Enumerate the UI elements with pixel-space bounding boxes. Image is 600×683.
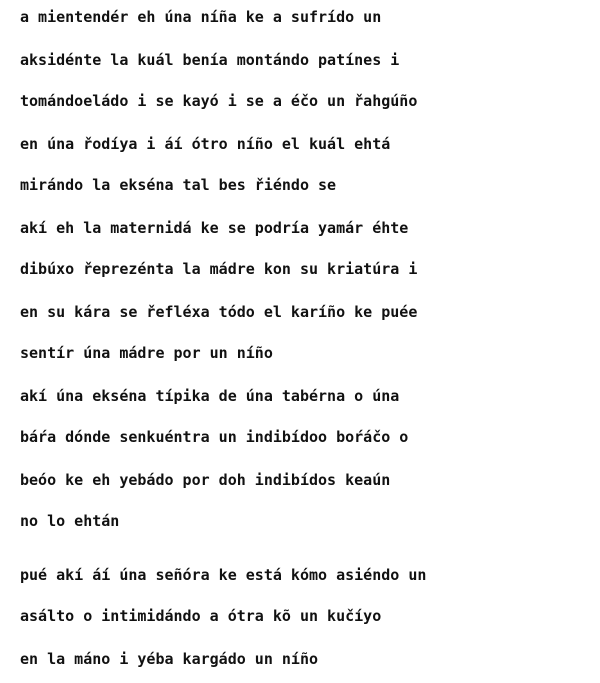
text-line: akí eh la maternidá ke se podría yamár éhte	[20, 219, 409, 237]
text-line: asálto o intimidándo a ótra kõ un kučíyo	[20, 607, 382, 625]
text-line: no lo ehtán	[20, 512, 120, 530]
text-line: en úna řodíya i áí ótro níño el kuál ehtá	[20, 135, 391, 153]
text-line: aksidénte la kuál benía montándo patínes i	[20, 51, 400, 69]
text-line: dibúxo řeprezénta la mádre kon su kriatúra i	[20, 260, 418, 278]
text-line: akí úna ekséna típika de úna tabérna o úna	[20, 387, 400, 405]
text-line: pué akí áí úna señóra ke está kómo asiéndo un	[20, 566, 427, 584]
text-line: sentír úna mádre por un níño	[20, 344, 273, 362]
text-line: tomándoeládo i se kayó i se a éčo un řahgúño	[20, 92, 418, 110]
text-line: a mientendér eh úna níña ke a sufrído un	[20, 8, 382, 26]
text-line: en su kára se řefléxa tódo el karíño ke puée	[20, 303, 418, 321]
text-line: en la máno i yéba kargádo un níño	[20, 650, 319, 668]
text-line: mirándo la ekséna tal bes řiéndo se	[20, 176, 337, 194]
text-line: beóo ke eh yebádo por doh indibídos keaún	[20, 471, 391, 489]
text-line: báŕa dónde senkuéntra un indibídoo boŕáčo o	[20, 428, 409, 446]
